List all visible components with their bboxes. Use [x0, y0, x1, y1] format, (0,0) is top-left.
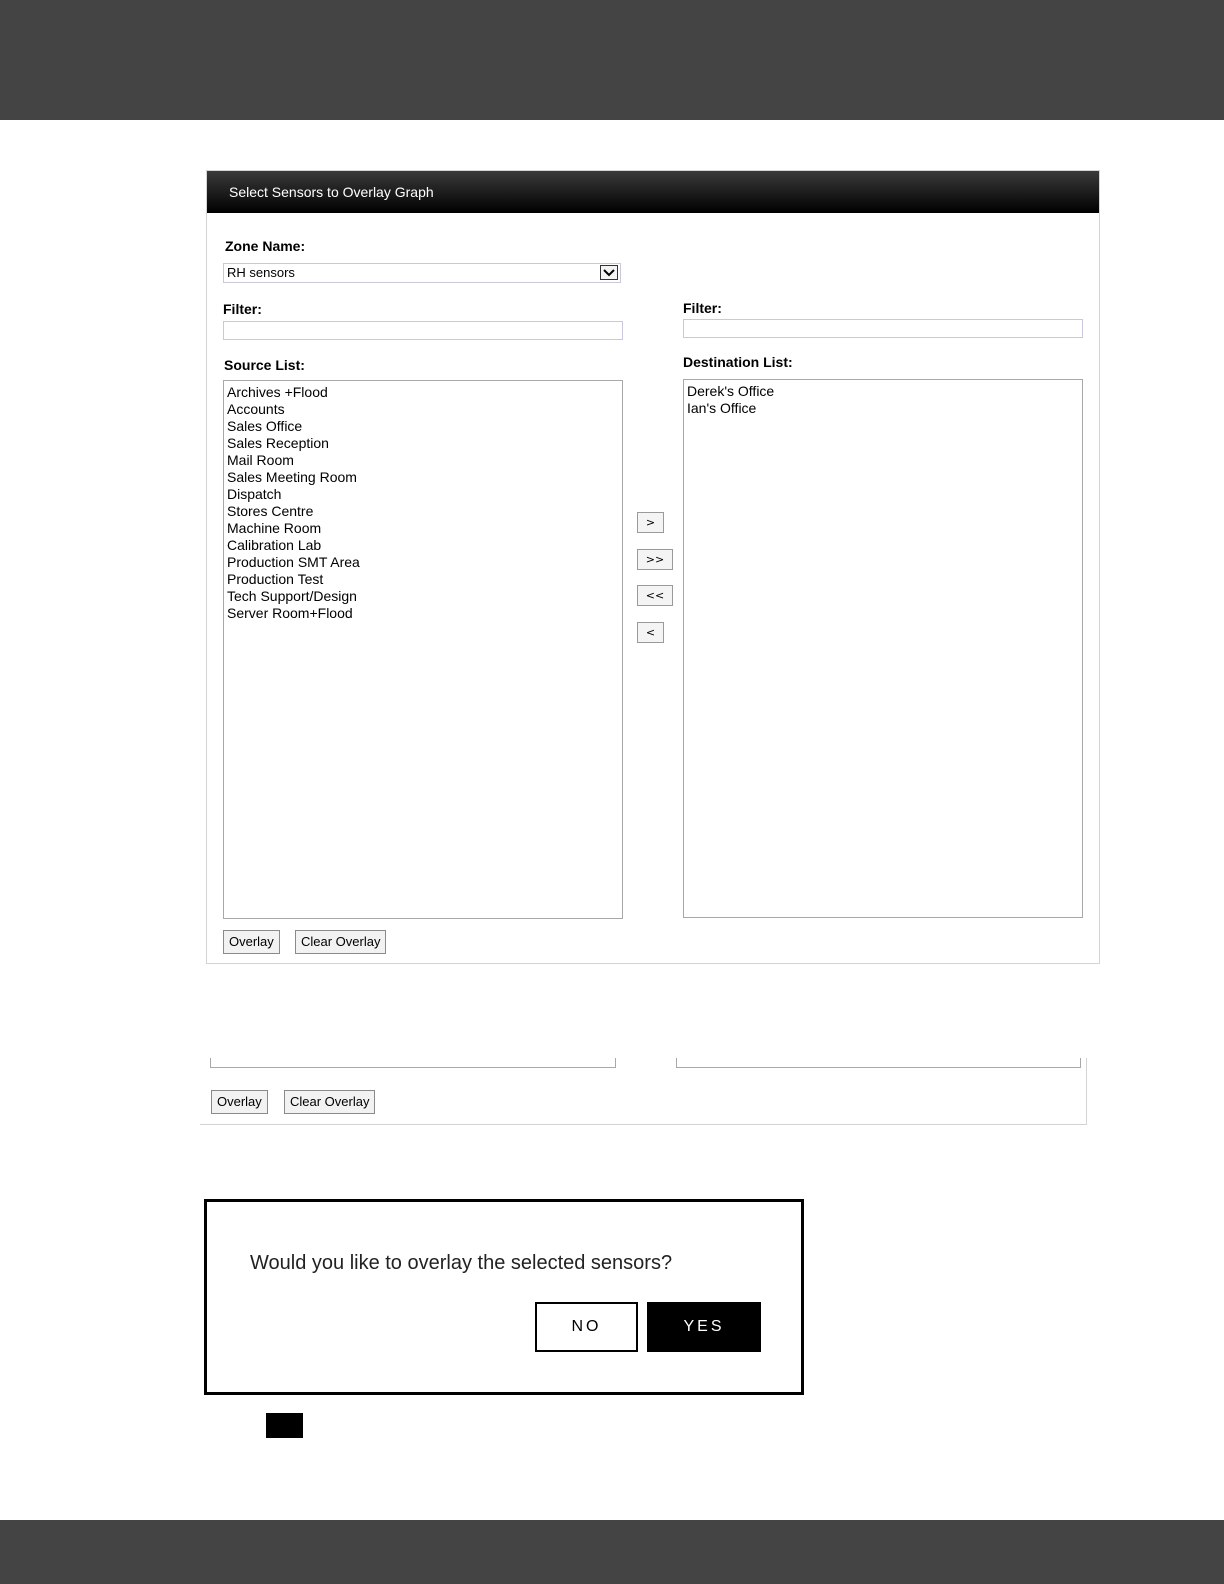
overlay-panel [206, 170, 1100, 964]
list-item[interactable]: Sales Meeting Room [227, 469, 357, 485]
dest-filter-input[interactable] [683, 319, 1083, 338]
yes-button[interactable]: YES [647, 1302, 761, 1352]
list-item[interactable]: Server Room+Flood [227, 605, 353, 621]
zone-select[interactable] [223, 263, 621, 283]
clear-overlay-button[interactable]: Clear Overlay [295, 930, 386, 954]
dialog-message: Would you like to overlay the selected sensors? [250, 1252, 673, 1274]
list-item[interactable]: Mail Room [227, 452, 294, 468]
black-marker [266, 1413, 303, 1438]
destination-list[interactable] [683, 379, 1083, 918]
cropped-panel-footer [200, 1058, 1096, 1125]
overlay-button[interactable]: Overlay [223, 930, 280, 954]
cropped-destination-list [676, 1058, 1081, 1068]
move-right-button[interactable]: > [637, 512, 664, 533]
list-item[interactable]: Archives +Flood [227, 384, 328, 400]
source-filter-input[interactable] [223, 321, 623, 340]
move-left-button[interactable]: < [637, 622, 664, 643]
list-item[interactable]: Calibration Lab [227, 537, 322, 553]
source-list[interactable] [223, 380, 623, 919]
cropped-source-list [210, 1058, 616, 1068]
divider [200, 1124, 1087, 1125]
no-button[interactable]: NO [535, 1302, 638, 1352]
list-item[interactable]: Accounts [227, 401, 285, 417]
list-item[interactable]: Tech Support/Design [227, 588, 357, 604]
list-item[interactable]: Derek's Office [687, 383, 775, 399]
list-item[interactable]: Ian's Office [687, 400, 757, 416]
zone-select-value: RH sensors [227, 265, 295, 280]
source-filter-label: Filter: [223, 301, 262, 317]
zone-name-label: Zone Name: [225, 238, 306, 254]
move-all-left-button[interactable]: << [637, 585, 673, 606]
bottom-bar [0, 1520, 1224, 1584]
cropped-overlay-button[interactable]: Overlay [211, 1090, 268, 1114]
list-item[interactable]: Production SMT Area [227, 554, 360, 570]
list-item[interactable]: Dispatch [227, 486, 282, 502]
move-all-right-button[interactable]: >> [637, 549, 673, 570]
divider [1086, 1058, 1087, 1124]
list-item[interactable]: Stores Centre [227, 503, 314, 519]
list-item[interactable]: Production Test [227, 571, 324, 587]
list-item[interactable]: Machine Room [227, 520, 322, 536]
panel-title: Select Sensors to Overlay Graph [207, 171, 1099, 213]
source-list-label: Source List: [224, 357, 305, 373]
dest-list-label: Destination List: [683, 354, 793, 370]
confirm-dialog [204, 1199, 804, 1395]
list-item[interactable]: Sales Office [227, 418, 303, 434]
dest-filter-label: Filter: [683, 300, 722, 316]
top-bar [0, 0, 1224, 120]
chevron-down-icon[interactable] [600, 265, 618, 280]
cropped-clear-overlay-button[interactable]: Clear Overlay [284, 1090, 375, 1114]
list-item[interactable]: Sales Reception [227, 435, 329, 451]
